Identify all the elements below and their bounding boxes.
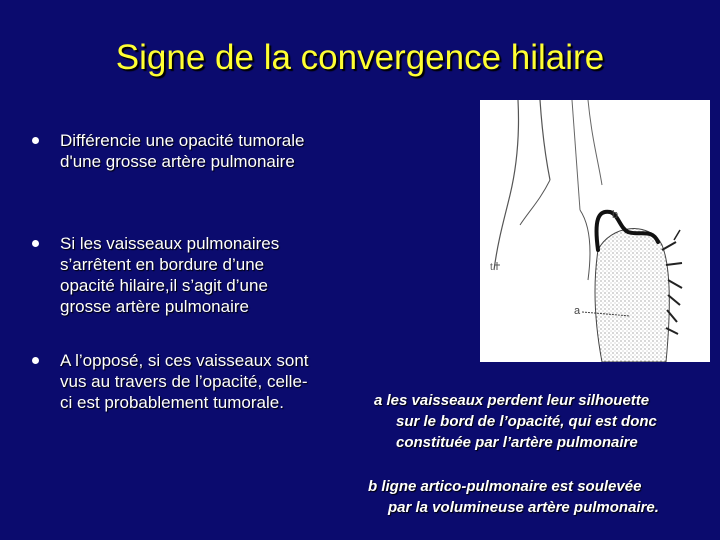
bullet-line: s’arrêtent en bordure d’une [60,255,265,274]
bullet-dot-icon [32,357,39,364]
bullet-item-1 [32,130,304,172]
bullet-line: ci est probablement tumorale. [60,393,284,412]
bullet-item-2 [32,233,279,317]
hilar-diagram [480,100,710,362]
bullet-item-3 [32,350,309,413]
bullet-dot-icon [32,137,39,144]
caption-a-line: sur le bord de l’opacité, qui est donc [396,413,657,430]
bullet-line: opacité hilaire,il s’agit d’une [60,276,268,295]
hilar-opacity [595,229,669,362]
diagram-label-a: a [574,305,581,317]
diagram-label-b: b [612,209,619,221]
hilar-sketch-svg [480,100,710,362]
caption-b [368,476,659,518]
bullet-dot-icon [32,240,39,247]
bullet-line: A l’opposé, si ces vaisseaux sont [60,351,309,370]
caption-b-line: par la volumineuse artère pulmonaire. [388,499,659,516]
diagram-label-t: t [490,262,493,273]
caption-a-line: constituée par l’artère pulmonaire [396,434,638,451]
slide-title: Signe de la convergence hilaire [115,38,605,77]
bullet-line: Si les vaisseaux pulmonaires [60,234,280,253]
caption-b-line: b ligne artico-pulmonaire est soulevée [368,478,642,495]
bullet-line: grosse artère pulmonaire [60,297,249,316]
bullet-line: Différencie une opacité tumorale [60,131,305,150]
caption-a-line: a les vaisseaux perdent leur silhouette [374,392,650,409]
caption-a [374,390,657,453]
bullet-line: d'une grosse artère pulmonaire [60,152,295,171]
bullet-line: vus au travers de l’opacité, celle- [60,372,308,391]
